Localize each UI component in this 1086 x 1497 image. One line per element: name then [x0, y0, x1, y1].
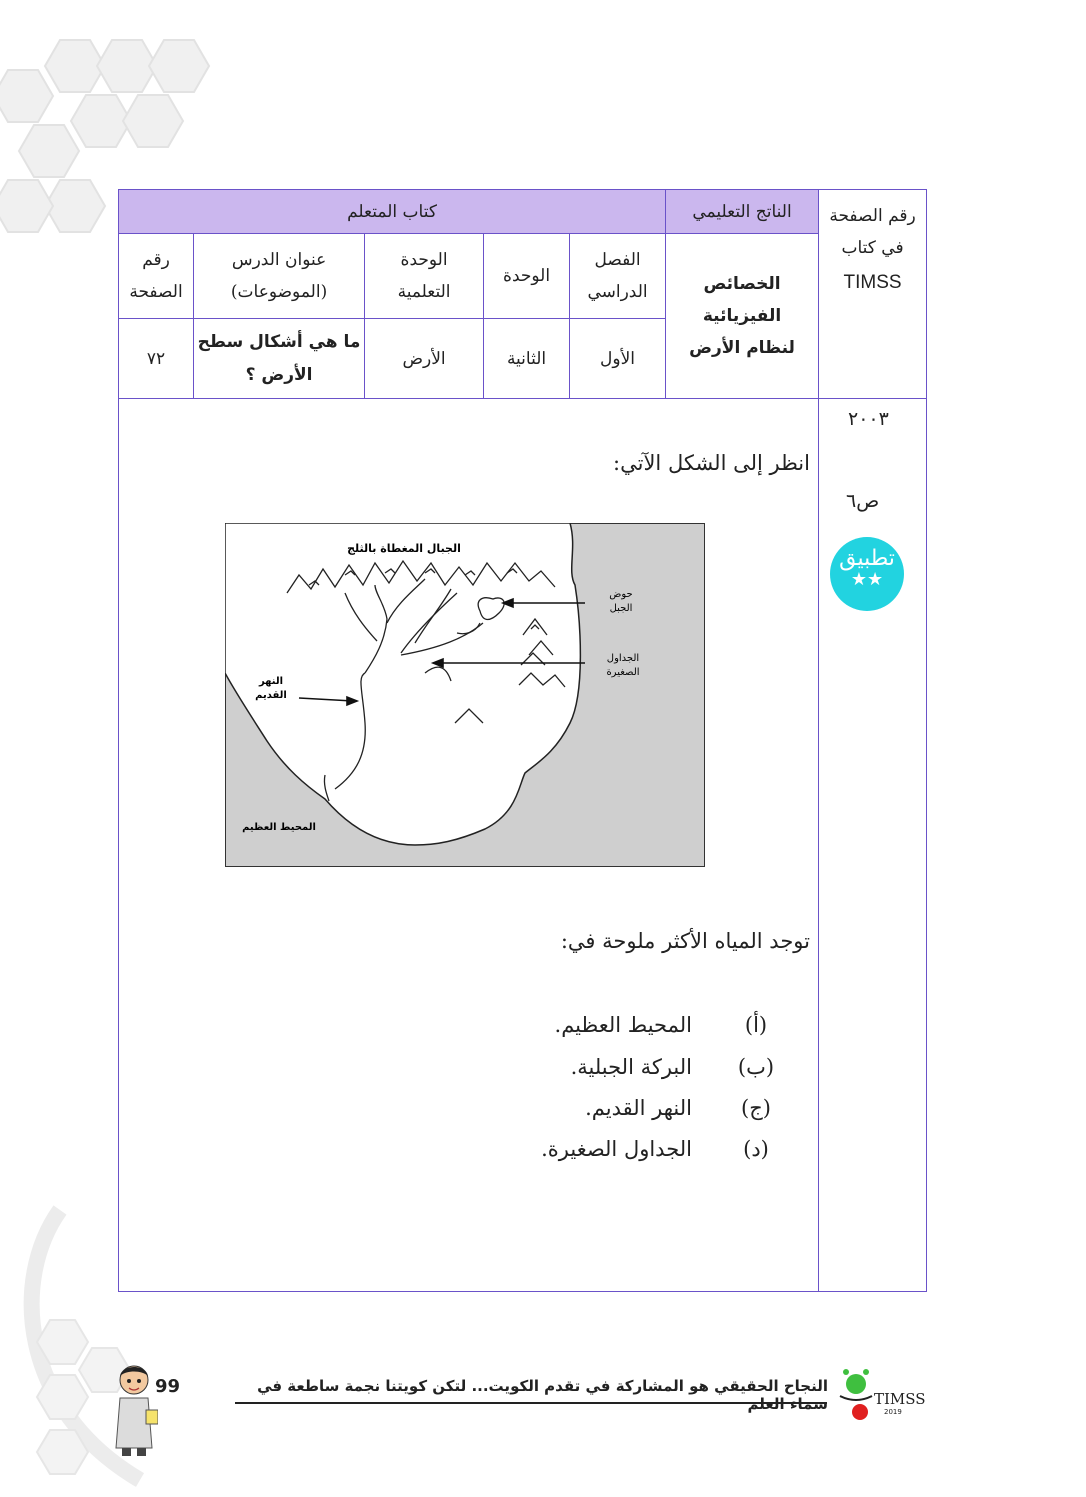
lesson-title-header-cell — [194, 234, 365, 319]
option-b-text: البركة الجبلية. — [570, 1055, 692, 1079]
page-number-header-cell — [119, 234, 194, 319]
application-badge — [830, 537, 904, 611]
option-b-letter: (ب) — [737, 1055, 775, 1079]
learner-book-header: كتاب المتعلم — [119, 190, 666, 234]
label-small-streams-2: الصغيرة — [606, 667, 640, 678]
option-b[interactable] — [500, 1055, 776, 1089]
semester-header-cell — [570, 234, 666, 319]
timss-page-ref: ص٦ — [846, 490, 880, 512]
footer-slogan: النجاح الحقيقي هو المشاركة في تقدم الكويت... لتكن كويتنا نجمة ساطعة في سماء العلم — [257, 1377, 828, 1413]
outcome-value-cell — [666, 234, 819, 399]
page-number-header-line2: الصفحة — [129, 282, 183, 302]
option-a-letter: (أ) — [744, 1013, 768, 1037]
unit-header: الوحدة — [484, 234, 570, 319]
option-c-text: النهر القديم. — [585, 1096, 692, 1120]
timss-logo-word: TIMSS — [874, 1390, 926, 1408]
page-in-book-label: رقم الصفحة — [829, 206, 916, 226]
lesson-title-value-cell — [194, 319, 365, 399]
learning-unit-header-cell — [365, 234, 484, 319]
option-d[interactable] — [500, 1137, 776, 1171]
side-info-cell — [819, 399, 927, 1292]
label-mountain-basin-1: حوض — [609, 589, 633, 600]
learning-unit-header-line2: التعلمية — [397, 282, 451, 302]
option-c[interactable] — [500, 1096, 776, 1130]
footer-divider — [235, 1402, 827, 1404]
learning-unit-value: الأرض — [365, 319, 484, 399]
learning-unit-header-line1: الوحدة — [400, 249, 448, 270]
page-number: 99 — [155, 1376, 181, 1397]
label-snow-mountains: الجبال المغطاة بالثلج — [347, 542, 461, 555]
label-old-river-2: القديم — [255, 690, 287, 701]
page-in-book-timss: TIMSS — [843, 271, 902, 293]
lesson-title-header-line1: عنوان الدرس — [231, 249, 327, 270]
year-label: ٢٠٠٣ — [848, 408, 889, 430]
option-a-text: المحيط العظيم. — [554, 1013, 692, 1037]
student-mascot-icon — [110, 1360, 158, 1460]
label-small-streams-1: الجداول — [606, 653, 640, 664]
option-c-letter: (ج) — [741, 1096, 771, 1120]
label-old-river-1: النهر — [258, 676, 284, 687]
page-number-value: ٧٢ — [119, 319, 194, 399]
label-mountain-basin-2: الجبل — [609, 603, 633, 614]
page-in-book-header-cell — [819, 190, 927, 399]
page-in-book-label-2: في كتاب — [841, 238, 904, 259]
unit-value: الثانية — [484, 319, 570, 399]
timss-logo-year: 2019 — [884, 1408, 902, 1416]
outcome-value-line2: لنظام الأرض — [689, 338, 795, 359]
page-number-header-line1: رقم — [142, 249, 170, 270]
option-a[interactable] — [500, 1013, 776, 1047]
lesson-title-header-line2: (الموضوعات) — [230, 282, 328, 302]
question-intro: انظر إلى الشكل الآتي: — [613, 451, 810, 475]
outcome-value-line1: الخصائص الفيزيائية — [702, 273, 782, 326]
river-map-figure — [225, 523, 705, 867]
option-d-letter: (د) — [743, 1137, 769, 1161]
application-badge-label: تطبيق — [839, 546, 895, 571]
semester-header-line1: الفصل — [594, 249, 641, 270]
question-text: توجد المياه الأكثر ملوحة في: — [560, 929, 810, 953]
semester-header-line2: الدراسي — [587, 282, 648, 302]
outcome-header: الناتج التعليمي — [666, 190, 819, 234]
difficulty-stars-icon: ★★ — [850, 569, 884, 590]
lesson-title-value-line1: ما هي أشكال سطح — [197, 332, 361, 353]
label-great-ocean: المحيط العظيم — [242, 822, 316, 833]
semester-value: الأول — [570, 319, 666, 399]
option-d-text: الجداول الصغيرة. — [541, 1137, 692, 1161]
lesson-title-value-line2: الأرض ؟ — [245, 364, 313, 385]
